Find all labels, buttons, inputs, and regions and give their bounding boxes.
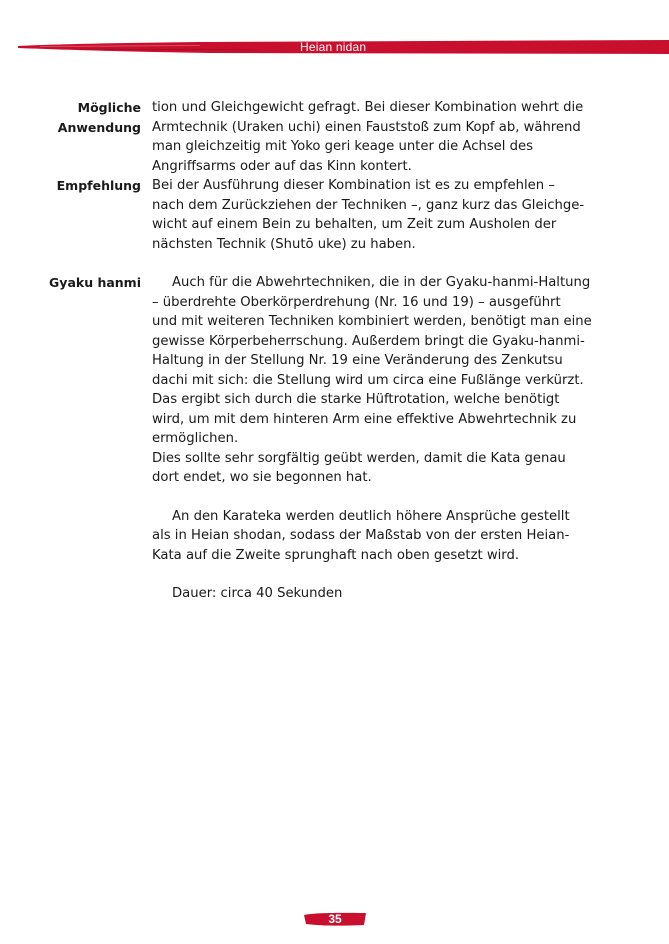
page-number: 35: [328, 912, 342, 926]
text-line: wicht auf einem Bein zu behalten, um Zeit zum Ausholen der: [152, 217, 557, 232]
text-line: – überdrehte Oberkörperdrehung (Nr. 16 und 19) – ausgeführt: [152, 295, 561, 310]
margin-label-empfehlung: Empfehlung: [56, 178, 141, 193]
text-line: Dauer: circa 40 Sekunden: [172, 586, 343, 601]
text-line: wird, um mit dem hinteren Arm eine effektive Abwehrtechnik zu: [152, 412, 577, 427]
text-line: Auch für die Abwehrtechniken, die in der Gyaku-hanmi-Haltung: [172, 275, 591, 290]
text-line: gewisse Körperbeherrschung. Außerdem bringt die Gyaku-hanmi-: [152, 334, 585, 349]
text-line: nächsten Technik (Shutō uke) zu haben.: [152, 237, 416, 252]
text-line: Bei der Ausführung dieser Kombination ist es zu empfehlen –: [152, 178, 555, 193]
text-line: als in Heian shodan, sodass der Maßstab von der ersten Heian-: [152, 528, 570, 543]
text-line: tion und Gleichgewicht gefragt. Bei dieser Kombination wehrt die: [152, 100, 584, 115]
text-line: Kata auf die Zweite sprunghaft nach oben gesetzt wird.: [152, 548, 520, 563]
text-line: Angriffsarms oder auf das Kinn kontert.: [152, 159, 412, 174]
text-line: dachi mit sich: die Stellung wird um circa eine Fußlänge verkürzt.: [152, 373, 584, 388]
text-line: dort endet, wo sie begonnen hat.: [152, 470, 372, 485]
text-line: und mit weiteren Techniken kombiniert werden, benötigt man eine: [152, 314, 592, 329]
text-line: nach dem Zurückziehen der Techniken –, ganz kurz das Gleichge-: [152, 198, 585, 213]
text-line: Armtechnik (Uraken uchi) einen Fauststoß zum Kopf ab, während: [152, 120, 581, 135]
text-line: Haltung in der Stellung Nr. 19 eine Veränderung des Zenkutsu: [152, 353, 563, 368]
margin-label-anwendung: Anwendung: [57, 120, 141, 135]
margin-label-moegliche: Mögliche: [77, 100, 141, 115]
running-header-title: Heian nidan: [300, 40, 367, 54]
text-line: Dies sollte sehr sorgfältig geübt werden, damit die Kata genau: [152, 451, 566, 466]
margin-label-gyaku-hanmi: Gyaku hanmi: [49, 275, 141, 290]
text-line: Das ergibt sich durch die starke Hüftrotation, welche benötigt: [152, 392, 560, 407]
text-line: An den Karateka werden deutlich höhere Ansprüche gestellt: [172, 509, 570, 524]
text-line: man gleichzeitig mit Yoko geri keage unter die Achsel des: [152, 139, 534, 154]
text-line: ermöglichen.: [152, 431, 239, 446]
